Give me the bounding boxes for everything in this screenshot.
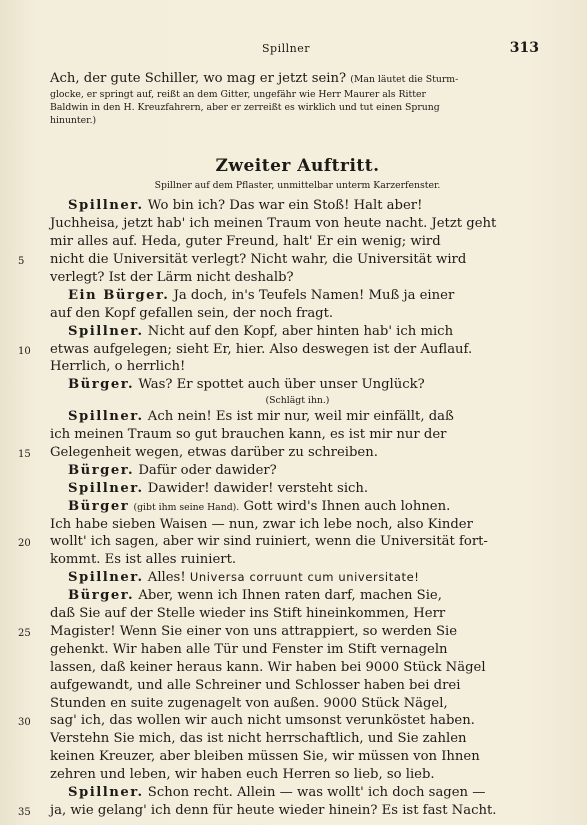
speaker: Bürger. (68, 588, 135, 604)
line-text: ja, wie gelang' ich denn für heute wieder hinein? Es ist fast Nacht. (50, 802, 497, 818)
line-number: 25 (18, 627, 31, 639)
scene-heading: Zweiter Auftritt. (215, 156, 380, 177)
speaker: Ein Bürger. (68, 287, 170, 303)
text-line (18, 444, 545, 462)
line-text: Dafür oder dawider? (138, 462, 277, 478)
speaker: Bürger. (68, 377, 135, 393)
line-text: Wo bin ich? Das war ein Stoß! Halt aber! (147, 198, 423, 214)
text-line: verlegt? Ist der Lärm nicht deshalb? (50, 270, 294, 286)
line-number: 10 (18, 345, 31, 357)
text-line: gehenkt. Wir haben alle Tür und Fenster im Stift vernageln (50, 641, 448, 657)
text-line (50, 408, 545, 426)
text-line (18, 623, 545, 641)
line-text: Ach, der gute Schiller, wo mag er jetzt sein? (50, 71, 347, 86)
text-line (50, 462, 545, 480)
line-text: Aber, wenn ich Ihnen raten darf, machen Sie, (138, 588, 442, 604)
line-text: sag' ich, das wollen wir auch nicht umsonst verunköstet haben. (50, 713, 475, 729)
speaker: Spillner. (68, 784, 144, 800)
text-line: zehren und leben, wir haben euch Herren so lieb, so lieb. (50, 767, 435, 783)
text-line: aufgewandt, und alle Schreiner und Schlosser haben bei drei (50, 677, 461, 693)
speaker: Spillner. (68, 198, 144, 214)
text-line (50, 323, 545, 341)
line-text: nicht die Universität verlegt? Nicht wahr, die Universität wird (50, 252, 467, 268)
text-line: daß Sie auf der Stelle wieder ins Stift hineinkommen, Herr (50, 606, 446, 622)
speaker: Bürger. (68, 462, 135, 478)
line-text: wollt' ich sagen, aber wir sind ruiniert, wenn die Universität fort- (50, 534, 488, 550)
line-number: 15 (18, 449, 31, 461)
line-text: Dawider! dawider! versteht sich. (147, 480, 369, 496)
line-text: etwas aufgelegen; sieht Er, hier. Also deswegen ist der Auflauf. (50, 341, 473, 357)
text-line (18, 341, 545, 359)
text-line: auf den Kopf gefallen sein, der noch fragt. (50, 305, 334, 321)
text-line (50, 480, 545, 498)
text-line: Stunden en suite zugenagelt von außen. 9000 Stück Nägel, (50, 695, 448, 711)
line-number: 5 (18, 256, 25, 268)
text-line: kommt. Es ist alles ruiniert. (50, 552, 237, 568)
stage-direction: (Man läutet die Sturm- (350, 74, 459, 85)
speaker: Spillner. (68, 409, 144, 425)
text-line: Juchheisa, jetzt hab' ich meinen Traum von heute nacht. Jetzt geht (50, 216, 497, 232)
speaker: Bürger (68, 498, 130, 514)
text-line: Verstehn Sie mich, das ist nicht herrschaftlich, und Sie zahlen (50, 731, 467, 747)
text-line (18, 251, 545, 269)
text-line: Ich habe sieben Waisen — nun, zwar ich lebe noch, also Kinder (50, 516, 473, 532)
stage-line: Baldwin in den H. Kreuzfahrern, aber er zerreißt es wirklich und tut einen Sprung (50, 102, 440, 114)
running-head: Spillner (262, 42, 310, 55)
line-text: Ach nein! Es ist mir nur, weil mir einfällt, daß (147, 409, 454, 425)
line-text: Nicht auf den Kopf, aber hinten hab' ich mich (147, 323, 454, 339)
text-line: ich meinen Traum so gut brauchen kann, es ist mir nur der (50, 427, 447, 443)
text-line (50, 70, 545, 88)
line-text: Alles! (147, 570, 186, 586)
page-number: 313 (509, 40, 539, 56)
latin-quote: Universa corruunt cum universitate! (189, 570, 420, 585)
text-line: mir alles auf. Heda, guter Freund, halt' Er ein wenig; wird (50, 234, 441, 250)
speaker: Spillner. (68, 480, 144, 496)
line-text: Gelegenheit wegen, etwas darüber zu schreiben. (50, 445, 378, 461)
line-text: Magister! Wenn Sie einer von uns attrappiert, so werden Sie (50, 623, 458, 639)
text-line (18, 712, 545, 730)
line-number: 30 (18, 717, 31, 729)
text-line (50, 587, 545, 605)
text-line: Herrlich, o herrlich! (50, 359, 186, 375)
text-line (50, 784, 545, 802)
line-text: Gott wird's Ihnen auch lohnen. (243, 498, 451, 514)
line-number: 35 (18, 806, 31, 818)
stage-direction: (Schlägt ihn.) (265, 395, 330, 407)
scene-setting: Spillner auf dem Pflaster, unmittelbar unterm Karzerfenster. (154, 180, 441, 192)
stage-direction: (gibt ihm seine Hand). (133, 501, 240, 513)
text-line (18, 533, 545, 551)
stage-line: glocke, er springt auf, reißt an dem Gitter, ungefähr wie Herr Maurer als Ritter (50, 88, 426, 100)
text-line (50, 287, 545, 305)
stage-line: hinunter.) (50, 115, 97, 127)
line-text: Was? Er spottet auch über unser Unglück? (138, 377, 425, 393)
text-line (50, 376, 545, 394)
page-body (18, 70, 545, 820)
line-number: 20 (18, 538, 31, 550)
page-header (0, 42, 587, 60)
text-line: keinen Kreuzer, aber bleiben müssen Sie, wir müssen von Ihnen (50, 749, 480, 765)
speaker: Spillner. (68, 570, 144, 586)
line-text: Schon recht. Allein — was wollt' ich doch sagen — (147, 784, 486, 800)
text-line (18, 802, 545, 820)
text-line (50, 569, 545, 587)
text-line (50, 498, 545, 516)
line-text: Ja doch, in's Teufels Namen! Muß ja einer (173, 287, 455, 303)
text-line (50, 197, 545, 215)
text-line: lassen, daß keiner heraus kann. Wir haben bei 9000 Stück Nägel (50, 659, 486, 675)
speaker: Spillner. (68, 323, 144, 339)
